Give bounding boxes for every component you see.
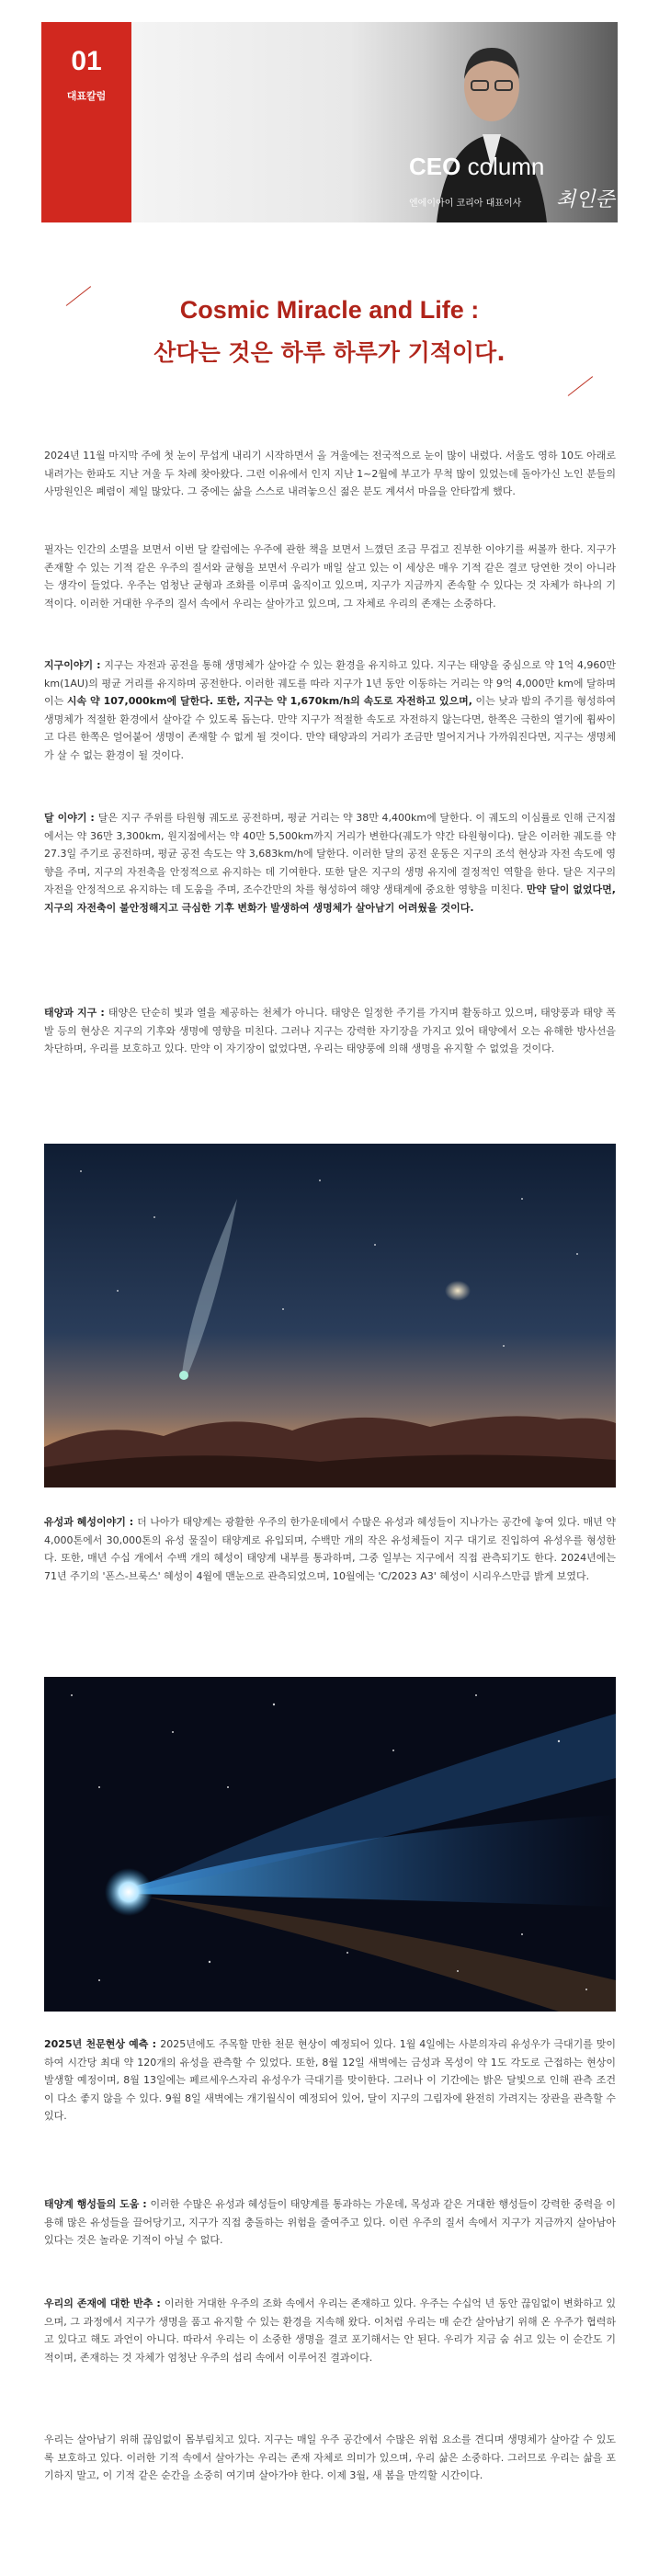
paragraph-lead: 2025년 천문현상 예측 : [44,2038,161,2050]
title-slash-right [568,376,593,396]
paragraph-lead: 유성과 혜성이야기 : [44,1516,138,1528]
paragraph-text: 2024년 11월 마지막 주에 첫 눈이 무섭게 내리기 시작하면서 올 겨울에는 전국적으로 눈이 많이 내렸다. 서울도 영하 10도 아래로 내려가는 한파도 지난 겨울 두 차례 찾아왔다. 그런 이유에서 인지 지난 1~2월에 부고가 무척 많이 있었는데 돌아가신 노인 분들의 사망원인은 폐렴이 제일 많았다. 그 중에는 삶을 스스로 내려놓으신 젊은 분도 계셔서 마음을 안타깝게 했다. [44,450,616,497]
paragraph-text: 2025년에도 주목할 만한 천문 현상이 예정되어 있다. 1월 4일에는 사분의자리 유성우가 극대기를 맞이하여 시간당 최대 약 120개의 유성을 관측할 수 있었다. 또한, 8월 12일 새벽에는 금성과 목성이 약 1도 각도로 근접하는 현상이 발생할 예정이며, 8월 13일에는 페르세우스자리 유성우가 극대기를 맞이한다. 그러나 이 기간에는 밝은 달빛으로 인해 관측 조건이 다소 좋지 않을 수 있다. 9월 8일 새벽에는 개기월식이 예정되어 있어, 달이 지구의 그림자에 완전히 가려지는 장관을 관측할 수 있다. [44,2038,617,2122]
article-title-en: Cosmic Miracle and Life : [179,296,480,324]
paragraph-lead: 태양과 지구 : [44,1007,108,1019]
paragraph-text: 우리는 살아남기 위해 끊임없이 몸부림치고 있다. 지구는 매일 우주 공간에서 수많은 위험 요소를 견디며 생명체가 살아갈 수 있도록 보호하고 있다. 이러한 기적 속에서 살아가는 우리는 존재 자체로 의미가 있으며, 우리 삶은 소중하다. 그러므로 우리는 삶을 포기하지 말고, 이 기적 같은 순간을 소중히 여기며 살아가야 한다. 이제 3월, 새 봄을 만끽할 시간이다. [44,2434,616,2481]
header-banner [41,22,618,222]
paragraph-lead: 달 이야기 : [44,812,98,824]
article-title-ko: 산다는 것은 하루 하루가 기적이다. [153,339,506,366]
paragraph-reflection [44,2295,616,2366]
paragraph-moon [44,809,616,917]
paragraph-text: 필자는 인간의 소멸을 보면서 이번 달 칼럼에는 우주에 관한 책을 보면서 느꼈던 조금 무겁고 진부한 이야기를 써볼까 한다. 지구가 존재할 수 있는 기적 같은 우주의 질서와 균형을 보면서 우리가 매일 살고 있는 이 세상은 매우 기적 같은 결코 당연한 것이 아니라는 생각이 들었다. 우주는 엄청난 균형과 조화를 이루며 움직이고 있으며, 지구가 지금까지 존속할 수 있다는 것 자체가 하나의 기적이다. 이러한 거대한 우주의 질서 속에서 우리는 살아가고 있으며, 그 자체로 우리의 존재는 소중하다. [44,543,616,610]
paragraph-tail: 이는 낮과 밤의 주기를 형성하여 생명체가 적절한 환경에서 살아갈 수 있도록 돕는다. 만약 지구가 적절한 속도로 자전하지 않는다면, 한쪽은 극한의 열기에 휩싸이고 다른 한쪽은 얼어붙어 생명이 존재할 수 없게 될 것이다. 만약 태양과의 거리가 조금만 멀어지거나 가까워진다면, 지구는 생명체가 살 수 없는 환경이 될 것이다. [44,695,617,761]
paragraph-sun [44,1004,616,1058]
paragraph-lead: 지구이야기 : [44,659,105,671]
paragraph-text: 더 나아가 태양계는 광활한 우주의 한가운데에서 수많은 유성과 혜성들이 지나가는 공간에 놓여 있다. 매년 약 4,000톤에서 30,000톤의 유성 물질이 태양계로 유입되며, 수백만 개의 작은 유성체들이 지구 대기로 진입하여 유성우를 형성한다. 또한, 매년 수십 개에서 수백 개의 혜성이 태양계 내부를 통과하며, 그중 일부는 지구에서 직접 관측되기도 한다. 2024년에는 71년 주기의 '폰스-브룩스' 혜성이 4월에 맨눈으로 관측되었으며, 10월에는 'C/2023 A3' 혜성이 시리우스만큼 밝게 보였다. [44,1516,616,1582]
paragraph-forecast [44,2035,616,2126]
paragraph-text: 지구는 자전과 공전을 통해 생명체가 살아갈 수 있는 환경을 유지하고 있다. 지구는 태양을 중심으로 약 1억 4,960만 km(1AU)의 평균 거리를 유지하며 공전한다. 이러한 궤도를 따라 지구가 1년 동안 이동하는 거리는 약 9억 4,000만 km에 달하며 이는 [44,659,616,707]
paragraph-earth [44,656,616,764]
paragraph-text: 이러한 수많은 유성과 혜성들이 태양계를 통과하는 가운데, 목성과 같은 거대한 행성들이 강력한 중력을 이용해 많은 유성들을 끌어당기고, 지구가 직접 충돌하는 위험을 줄여주고 있다. 이런 우주의 질서 속에서 지구가 지금까지 살아남아 있다는 것은 놀라운 기적이 아닐 수 없다. [44,2198,616,2246]
paragraph-text: 달은 지구 주위를 타원형 궤도로 공전하며, 평균 거리는 약 38만 4,400km에 달한다. 이 궤도의 이심률로 인해 근지점에서는 약 36만 3,300km, 원지점에서는 약 40만 5,500km까지 거리가 변한다(궤도가 약간 타원형이다). 달은 이러한 궤도를 약 27.3일 주기로 공전하며, 평균 공전 속도는 약 3,683km/h에 달한다. 이러한 달의 공전 운동은 지구의 조석 현상과 자전 속도에 영향을 주며, 지구의 자전축을 안정적으로 유지하는 데 기여한다. 또한 달은 지구의 생명 유지에 결정적인 역할을 한다. 달은 지구의 자전을 안정적으로 유지하는 데 도움을 주며, 조수간만의 차를 형성하여 해양 생태계에 중요한 영향을 미친다. [44,812,616,895]
comet-sunset-photo [44,1144,616,1487]
author-signature: 최인준 [556,188,615,211]
paragraph-closing [44,2431,616,2485]
column-title-light: column [467,153,545,180]
paragraph-planets [44,2195,616,2250]
paragraph-text: 이러한 거대한 우주의 조화 속에서 우리는 존재하고 있다. 우주는 수십억 년 동안 끊임없이 변화하고 있으며, 그 과정에서 지구가 생명을 품고 유지할 수 있는 환경을 지속해 왔다. 이처럼 우리는 매 순간 살아남기 위해 온 우주가 협력하고 있다고 해도 과언이 아니다. 따라서 우리는 이 소중한 생명을 결코 포기해서는 안 된다. 우리가 지금 숨 쉬고 있는 이 순간도 기적이며, 존재하는 것 자체가 엄청난 우주의 섭리 속에서 이루어진 결과이다. [44,2297,616,2364]
column-category: 대표칼럼 [66,90,107,102]
paragraph-text: 태양은 단순히 빛과 열을 제공하는 천체가 아니다. 태양은 일정한 주기를 가지며 활동하고 있으며, 태양풍과 태양 폭발 등의 현상은 지구의 기후와 생명에 영향을 미친다. 그러나 지구는 강력한 자기장을 가지고 있어 태양에서 오는 유해한 방사선을 차단하며, 우리를 보호하고 있다. 만약 이 자기장이 없었다면, 우리는 태양풍에 의해 생명을 유지할 수 없었을 것이다. [44,1007,616,1054]
paragraph-2 [44,541,616,612]
ceo-portrait [437,31,547,222]
paragraph-1 [44,447,616,501]
paragraph-strong: 만약 달이 없었다면, 지구의 자전축이 불안정해지고 극심한 기후 변화가 발생하여 생명체가 살아남기 어려웠을 것이다. [44,883,616,914]
comet-tail-photo [44,1677,616,2012]
column-number: 01 [71,46,102,76]
paragraph-strong: 시속 약 107,000km에 달한다. 또한, 지구는 약 1,670km/h의 속도로 자전하고 있으며, [66,695,472,707]
paragraph-lead: 우리의 존재에 대한 반추 : [44,2297,165,2309]
paragraph-comets [44,1513,616,1585]
paragraph-lead: 태양계 행성들의 도움 : [44,2198,151,2210]
column-title [409,153,544,181]
column-title-bold: CEO [409,153,461,180]
author-position: 엔에이아이 코리아 대표이사 [409,199,522,209]
